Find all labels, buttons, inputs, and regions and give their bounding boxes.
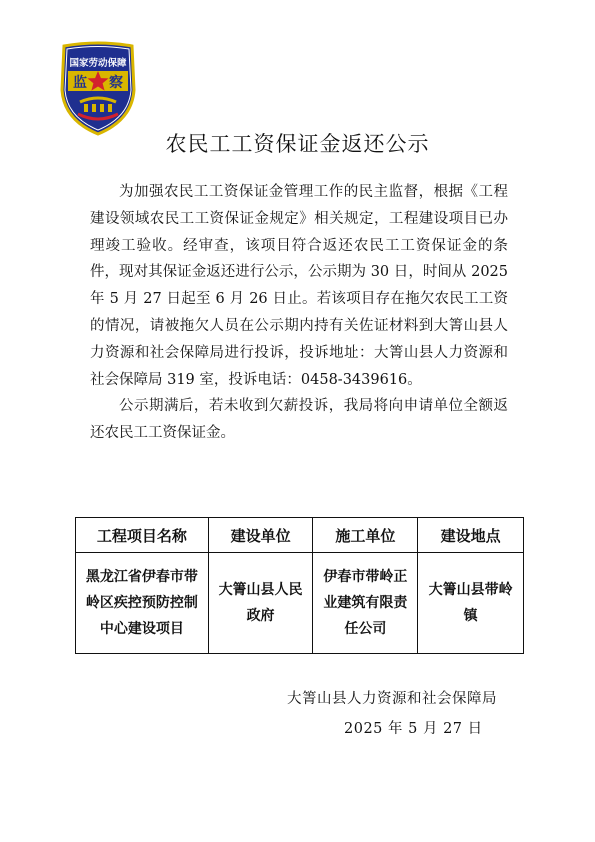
notice-title: 农民工工资保证金返还公示: [165, 132, 430, 156]
notice-paragraph: 为加强农民工工资保证金管理工作的民主监督，根据《工程建设领域农民工工资保证金规定》相关规定，工程建设项目已办理竣工验收。经审查，该项目符合返还农民工工资保证金的条件，现对其保证金返还进行公示，公示期为 30 日，时间从 2025 年 5 月 27 日起至 6 月 26 日止。若该项目存在拖欠农民工工资的情况，请被拖欠人员在公示期内持有关佐证材料到大箐山县人力资源和社会保障局进行投诉，投诉地址：大箐山县人力资源和社会保障局 319 室，投诉电话：0458-3439616。: [90, 184, 508, 388]
project-table: [75, 517, 524, 654]
issue-date: 2025 年 5 月 27 日: [344, 721, 483, 737]
issuer-name: 大箐山县人力资源和社会保障局: [287, 691, 497, 707]
table-row: [76, 553, 524, 654]
location-cell: 大箐山县带岭镇: [418, 553, 524, 654]
contractor-cell: 伊春市带岭正业建筑有限责任公司: [313, 553, 418, 654]
labor-inspection-badge-logo: [56, 40, 140, 136]
svg-text:国家劳动保障: 国家劳动保障: [69, 58, 127, 69]
table-header-cell: 工程项目名称: [76, 518, 209, 553]
table-header-cell: 建设单位: [208, 518, 313, 553]
table-header-cell: 施工单位: [313, 518, 418, 553]
table-header-cell: 建设地点: [418, 518, 524, 553]
builder-cell: 大箐山县人民政府: [208, 553, 313, 654]
svg-text:监: 监: [73, 75, 87, 91]
notice-body: [90, 179, 508, 447]
svg-text:察: 察: [109, 75, 123, 91]
project-name-cell: 黑龙江省伊春市带岭区疾控预防控制中心建设项目: [76, 553, 209, 654]
notice-paragraph: 公示期满后，若未收到欠薪投诉，我局将向申请单位全额返还农民工工资保证金。: [90, 398, 508, 442]
table-header-row: [76, 518, 524, 553]
